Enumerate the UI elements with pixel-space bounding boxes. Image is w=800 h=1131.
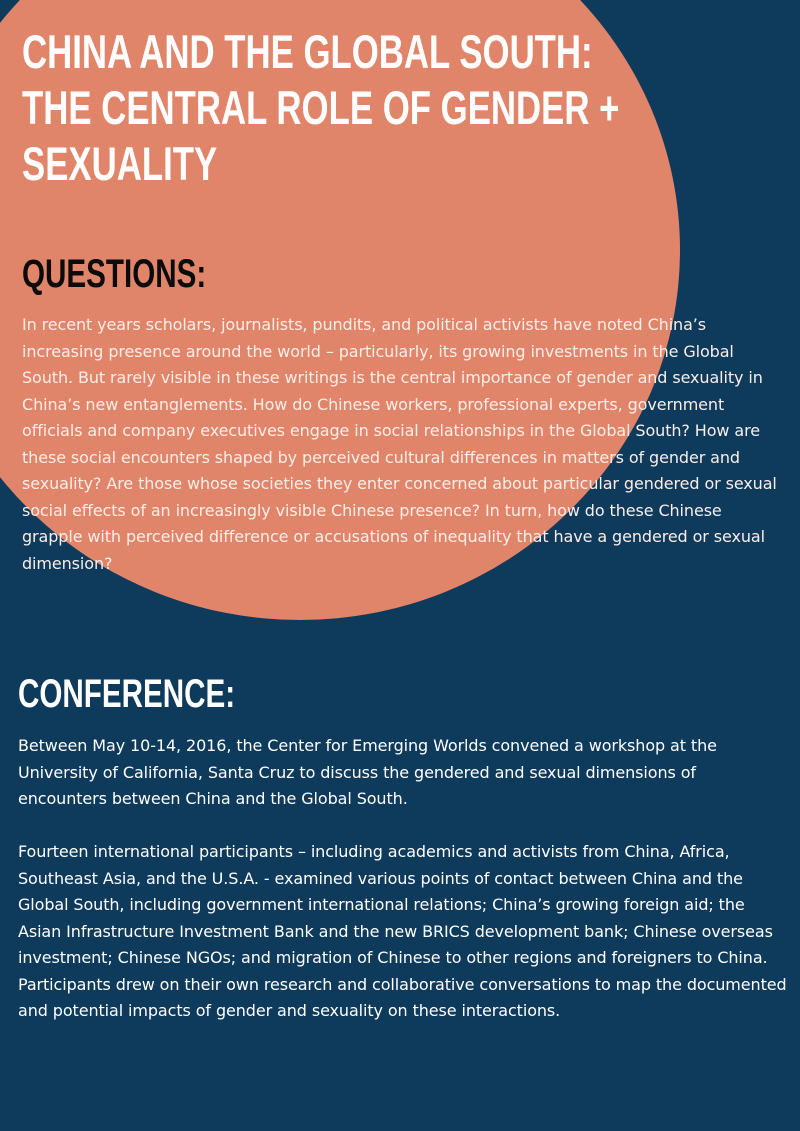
title-line-3: SEXUALITY — [22, 137, 218, 190]
title-line-1: CHINA AND THE GLOBAL SOUTH: — [22, 25, 593, 78]
page-title — [22, 24, 762, 192]
questions-body: In recent years scholars, journalists, pundits, and political activists have noted China’s increasing presence around the world – particularly, its growing investments in the Global South. But rarely visible in these writings is the central importance of gender and sexuality in China’s new entanglements. How do Chinese workers, professional experts, government officials and company executives engage in social relationships in the Global South? How are these social encounters shaped by perceived cultural differences in matters of gender and sexuality? Are those whose societies they enter concerned about particular gendered or sexual social effects of an increasingly visible Chinese presence? In turn, how do these Chinese grapple with perceived difference or accusations of inequality that have a gendered or sexual dimension? — [22, 315, 777, 573]
conference-paragraph-2: Fourteen international participants – including academics and activists from China, Africa, Southeast Asia, and the U.S.A. - examined various points of contact between China and the Global South, including government international relations; China’s growing foreign aid; the Asian Infrastructure Investment Bank and the new BRICS development bank; Chinese overseas investment; Chinese NGOs; and migration of Chinese to other regions and foreigners to China. Participants drew on their own research and collaborative conversations to map the documented and potential impacts of gender and sexuality on these interactions. — [18, 842, 787, 1020]
questions-heading: QUESTIONS: — [22, 252, 207, 296]
title-line-2: THE CENTRAL ROLE OF GENDER + — [22, 81, 620, 134]
conference-paragraph-1: Between May 10-14, 2016, the Center for Emerging Worlds convened a workshop at the University of California, Santa Cruz to discuss the gendered and sexual dimensions of encounters between China and the Global South. — [18, 736, 717, 808]
conference-heading: CONFERENCE: — [18, 672, 236, 716]
